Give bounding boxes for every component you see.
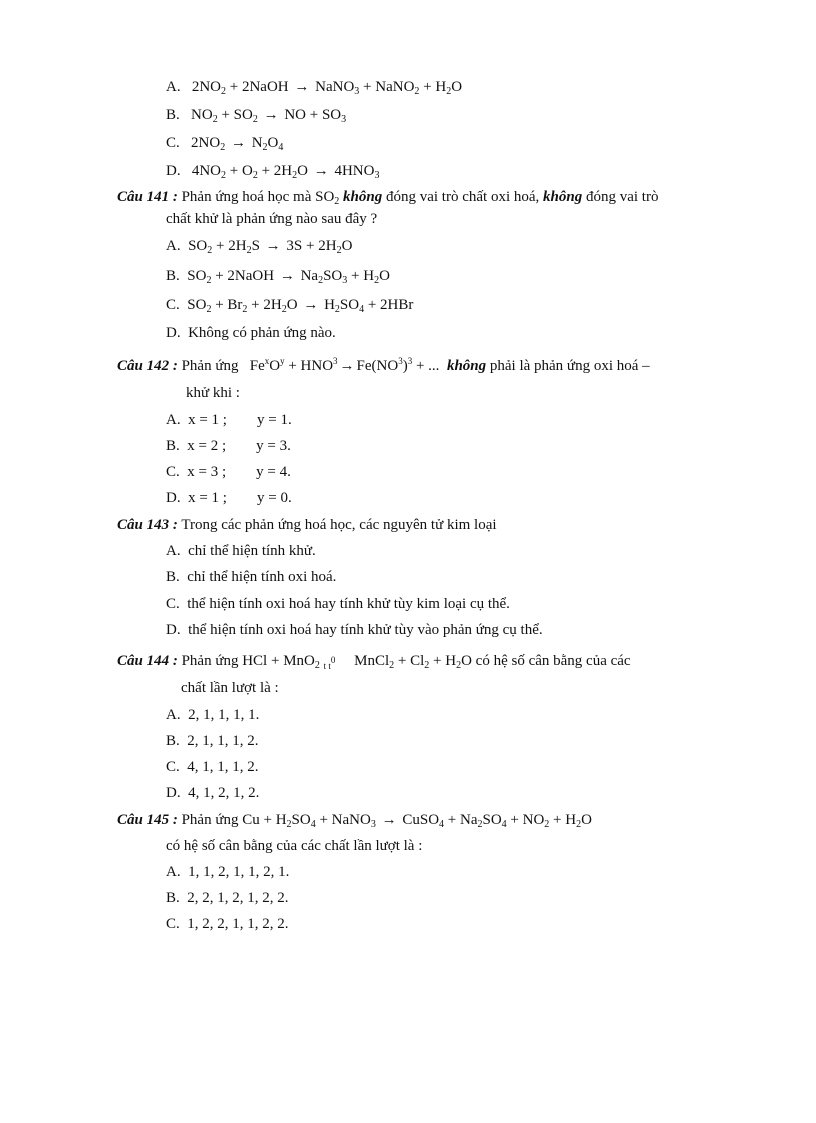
q143-option-a[interactable]: A. chỉ thể hiện tính khử. bbox=[166, 543, 316, 559]
q144-label: Câu 144 : bbox=[117, 653, 178, 669]
q140-option-d[interactable]: D. $4NO_2 + O_2 + 2H_2O \to 4HNO_3$ bbox=[166, 163, 380, 181]
q141-stem: Câu 141 : Phản ứng hoá học mà $SO_2$ không đóng vai trò chất oxi hoá, không đóng vai trò bbox=[117, 189, 659, 207]
q145-option-c[interactable]: C. 1, 2, 2, 1, 1, 2, 2. bbox=[166, 916, 289, 932]
q144-option-d[interactable]: D. 4, 1, 2, 1, 2. bbox=[166, 785, 260, 801]
q142-option-a[interactable]: A. x = 1 ; y = 1. bbox=[166, 412, 292, 428]
q141-stem-line2: chất khử là phản ứng nào sau đây ? bbox=[166, 211, 378, 227]
q141-option-b[interactable]: B. $SO_2$ + 2NaOH → $Na_2SO_3 + H_2O$ bbox=[166, 268, 390, 286]
q143-option-d[interactable]: D. thể hiện tính oxi hoá hay tính khử tùy vào phản ứng cụ thể. bbox=[166, 622, 543, 638]
q143-option-b[interactable]: B. chỉ thể hiện tính oxi hoá. bbox=[166, 569, 337, 585]
q145-option-a[interactable]: A. 1, 1, 2, 1, 1, 2, 1. bbox=[166, 864, 290, 880]
q144-option-a[interactable]: A. 2, 1, 1, 1, 1. bbox=[166, 707, 260, 723]
q143-stem: Câu 143 : Trong các phản ứng hoá học, các nguyên tử kim loại bbox=[117, 517, 497, 533]
q142-option-c[interactable]: C. x = 3 ; y = 4. bbox=[166, 464, 291, 480]
q145-option-b[interactable]: B. 2, 2, 1, 2, 1, 2, 2. bbox=[166, 890, 289, 906]
q142-label: Câu 142 : bbox=[117, 358, 178, 374]
q141-option-c[interactable]: C. $SO_2 + Br_2 + 2H_2O \to H_2SO_4 + 2HBr$ bbox=[166, 297, 414, 315]
q144-option-b[interactable]: B. 2, 1, 1, 1, 2. bbox=[166, 733, 259, 749]
q144-option-c[interactable]: C. 4, 1, 1, 1, 2. bbox=[166, 759, 259, 775]
q145-stem: Câu 145 : Phản ứng $Cu + H_2SO_4$ + NaNO$_3$ → CuSO$_4$ + $Na_2SO_4 + NO_2 + H_2O$ bbox=[117, 812, 592, 830]
heat-condition-mark: t t0 bbox=[323, 655, 336, 671]
q142-stem-line2: khử khi : bbox=[186, 385, 240, 401]
q143-option-c[interactable]: C. thể hiện tính oxi hoá hay tính khử tùy kim loại cụ thể. bbox=[166, 596, 510, 612]
q143-label: Câu 143 : bbox=[117, 517, 178, 533]
q144-stem: Câu 144 : Phản ứng HCl + MnO$_2$ $_{t t^0}$ MnCl$_2$ + $Cl_2 + H_2O$ có hệ số cân bằng của các bbox=[117, 653, 631, 671]
q141-option-a[interactable]: A. $SO_2 + 2H_2S \to 3S + 2H_2O$ bbox=[166, 238, 353, 256]
q145-stem-line2: có hệ số cân bằng của các chất lần lượt là : bbox=[166, 838, 423, 854]
q140-option-b[interactable]: B. $NO_2 + SO_2$ → NO + $SO_3$ bbox=[166, 107, 347, 125]
q141-label: Câu 141 : bbox=[117, 189, 178, 205]
q141-option-d[interactable]: D. Không có phản ứng nào. bbox=[166, 325, 336, 341]
q142-option-b[interactable]: B. x = 2 ; y = 3. bbox=[166, 438, 291, 454]
q140-option-a[interactable]: A. $2NO_2$ + 2NaOH → NaNO$_3$ + NaNO$_2$ + $H_2O$ bbox=[166, 79, 463, 97]
q142-option-d[interactable]: D. x = 1 ; y = 0. bbox=[166, 490, 292, 506]
q140-option-c[interactable]: C. $2NO_2 \to N_2O_4$ bbox=[166, 135, 284, 153]
q144-stem-line2: chất lần lượt là : bbox=[181, 680, 279, 696]
q145-label: Câu 145 : bbox=[117, 812, 178, 828]
q142-stem: Câu 142 : Phản ứng $Fe^xO^y + HNO^3 \to Fe(NO^3)^3$ + ... không phải là phản ứng oxi hoá – bbox=[117, 356, 650, 374]
